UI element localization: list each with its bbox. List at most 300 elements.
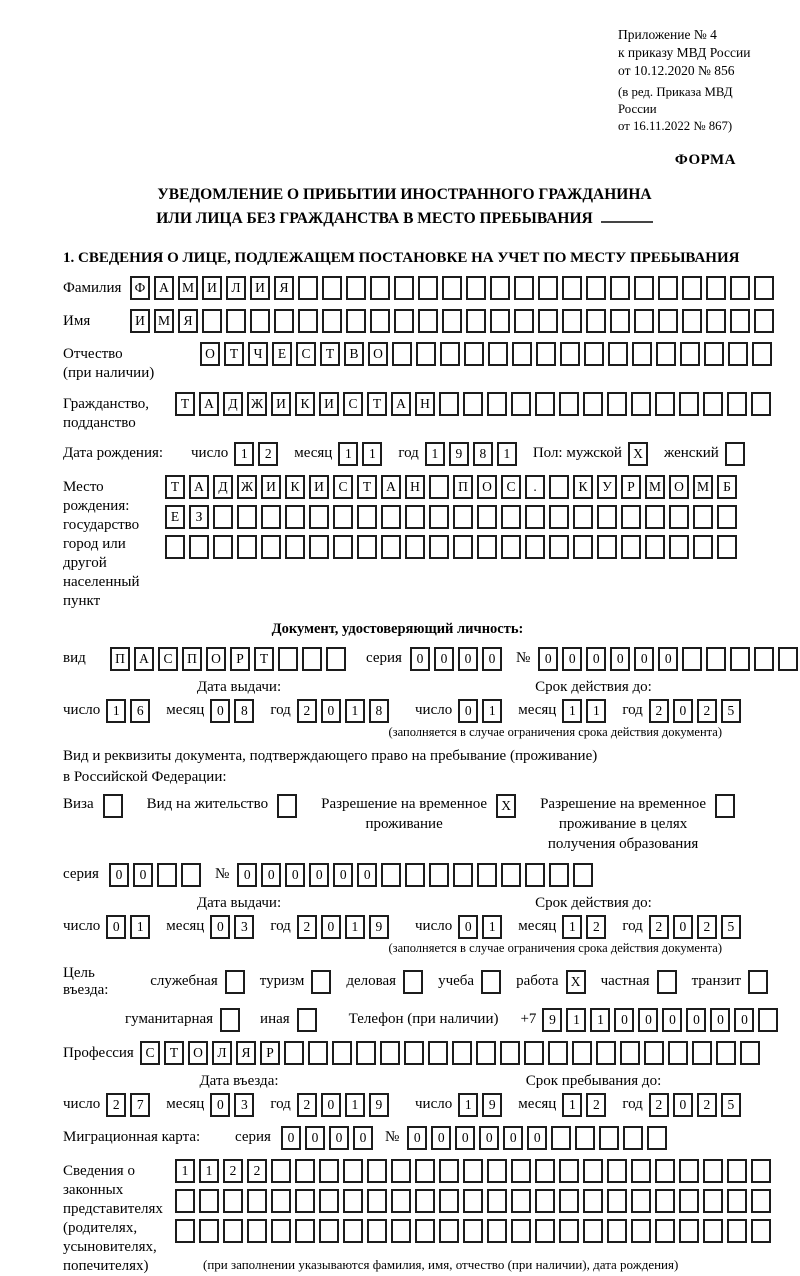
char-cell[interactable]: 0 bbox=[357, 863, 377, 887]
char-cell[interactable]: 2 bbox=[586, 915, 606, 939]
char-cell[interactable] bbox=[573, 535, 593, 559]
char-cell[interactable]: И bbox=[261, 475, 281, 499]
purpose-option-humanitarian[interactable]: гуманитарная bbox=[125, 1008, 244, 1032]
char-cell[interactable] bbox=[346, 309, 366, 333]
char-cell[interactable]: Н bbox=[405, 475, 425, 499]
char-cell[interactable] bbox=[634, 309, 654, 333]
char-cell[interactable] bbox=[631, 392, 651, 416]
char-cell[interactable]: 0 bbox=[614, 1008, 634, 1032]
purpose-option-transit[interactable]: транзит bbox=[692, 970, 772, 994]
char-cell[interactable]: 0 bbox=[562, 647, 582, 671]
char-cell[interactable] bbox=[655, 392, 675, 416]
char-cell[interactable] bbox=[535, 1189, 555, 1213]
char-cell[interactable]: 0 bbox=[634, 647, 654, 671]
char-cell[interactable] bbox=[429, 863, 449, 887]
char-cell[interactable] bbox=[439, 1219, 459, 1243]
char-cell[interactable] bbox=[463, 1159, 483, 1183]
char-cell[interactable]: З bbox=[189, 505, 209, 529]
char-cell[interactable] bbox=[322, 276, 342, 300]
char-cell[interactable] bbox=[370, 276, 390, 300]
purpose-option-study[interactable]: учеба bbox=[438, 970, 505, 994]
char-cell[interactable] bbox=[680, 342, 700, 366]
char-cell[interactable] bbox=[657, 970, 677, 994]
char-cell[interactable]: 2 bbox=[223, 1159, 243, 1183]
char-cell[interactable] bbox=[380, 1041, 400, 1065]
char-cell[interactable] bbox=[538, 309, 558, 333]
char-cell[interactable]: 0 bbox=[638, 1008, 658, 1032]
char-cell[interactable]: 1 bbox=[562, 699, 582, 723]
char-cell[interactable] bbox=[583, 1189, 603, 1213]
char-cell[interactable] bbox=[332, 1041, 352, 1065]
char-cell[interactable] bbox=[679, 1189, 699, 1213]
char-cell[interactable] bbox=[679, 392, 699, 416]
char-cell[interactable] bbox=[584, 342, 604, 366]
char-cell[interactable] bbox=[583, 1219, 603, 1243]
char-cell[interactable]: Я bbox=[236, 1041, 256, 1065]
char-cell[interactable] bbox=[525, 535, 545, 559]
char-cell[interactable] bbox=[322, 309, 342, 333]
char-cell[interactable] bbox=[487, 1159, 507, 1183]
char-cell[interactable]: К bbox=[295, 392, 315, 416]
char-cell[interactable]: 1 bbox=[586, 699, 606, 723]
char-cell[interactable]: Я bbox=[178, 309, 198, 333]
char-cell[interactable] bbox=[586, 309, 606, 333]
char-cell[interactable]: Б bbox=[717, 475, 737, 499]
char-cell[interactable] bbox=[440, 342, 460, 366]
char-cell[interactable] bbox=[610, 276, 630, 300]
char-cell[interactable] bbox=[703, 1219, 723, 1243]
char-cell[interactable]: 9 bbox=[542, 1008, 562, 1032]
char-cell[interactable] bbox=[655, 1159, 675, 1183]
char-cell[interactable] bbox=[730, 647, 750, 671]
char-cell[interactable]: 0 bbox=[458, 915, 478, 939]
char-cell[interactable] bbox=[199, 1189, 219, 1213]
char-cell[interactable]: 0 bbox=[321, 1093, 341, 1117]
char-cell[interactable] bbox=[623, 1126, 643, 1150]
char-cell[interactable] bbox=[367, 1159, 387, 1183]
char-cell[interactable]: 8 bbox=[473, 442, 493, 466]
char-cell[interactable] bbox=[704, 342, 724, 366]
char-cell[interactable]: 5 bbox=[721, 699, 741, 723]
char-cell[interactable] bbox=[223, 1219, 243, 1243]
char-cell[interactable] bbox=[429, 535, 449, 559]
char-cell[interactable]: О bbox=[188, 1041, 208, 1065]
char-cell[interactable] bbox=[237, 535, 257, 559]
char-cell[interactable] bbox=[597, 535, 617, 559]
char-cell[interactable] bbox=[549, 505, 569, 529]
char-cell[interactable]: Т bbox=[254, 647, 274, 671]
char-cell[interactable]: О bbox=[200, 342, 220, 366]
char-cell[interactable] bbox=[247, 1219, 267, 1243]
char-cell[interactable] bbox=[717, 505, 737, 529]
char-cell[interactable] bbox=[740, 1041, 760, 1065]
char-cell[interactable]: Ч bbox=[248, 342, 268, 366]
char-cell[interactable]: 1 bbox=[562, 915, 582, 939]
char-cell[interactable]: 0 bbox=[482, 647, 502, 671]
char-cell[interactable]: С bbox=[501, 475, 521, 499]
char-cell[interactable]: К bbox=[573, 475, 593, 499]
char-cell[interactable]: 0 bbox=[479, 1126, 499, 1150]
char-cell[interactable]: 1 bbox=[497, 442, 517, 466]
char-cell[interactable] bbox=[405, 535, 425, 559]
char-cell[interactable]: И bbox=[202, 276, 222, 300]
char-cell[interactable] bbox=[271, 1159, 291, 1183]
char-cell[interactable] bbox=[357, 505, 377, 529]
char-cell[interactable]: X bbox=[496, 794, 516, 818]
char-cell[interactable] bbox=[631, 1219, 651, 1243]
char-cell[interactable] bbox=[488, 342, 508, 366]
char-cell[interactable]: X bbox=[628, 442, 648, 466]
char-cell[interactable] bbox=[343, 1219, 363, 1243]
char-cell[interactable] bbox=[727, 1219, 747, 1243]
char-cell[interactable] bbox=[501, 505, 521, 529]
char-cell[interactable] bbox=[511, 1159, 531, 1183]
char-cell[interactable] bbox=[357, 535, 377, 559]
char-cell[interactable] bbox=[477, 863, 497, 887]
char-cell[interactable] bbox=[551, 1126, 571, 1150]
option-visa[interactable]: Виза bbox=[63, 794, 127, 818]
char-cell[interactable] bbox=[302, 647, 322, 671]
char-cell[interactable]: Р bbox=[621, 475, 641, 499]
char-cell[interactable] bbox=[583, 392, 603, 416]
char-cell[interactable] bbox=[725, 442, 745, 466]
char-cell[interactable]: 9 bbox=[482, 1093, 502, 1117]
char-cell[interactable] bbox=[394, 276, 414, 300]
char-cell[interactable] bbox=[658, 276, 678, 300]
char-cell[interactable] bbox=[669, 535, 689, 559]
char-cell[interactable] bbox=[319, 1219, 339, 1243]
char-cell[interactable] bbox=[418, 309, 438, 333]
purpose-option-tourism[interactable]: туризм bbox=[260, 970, 336, 994]
char-cell[interactable] bbox=[751, 1219, 771, 1243]
char-cell[interactable]: 0 bbox=[109, 863, 129, 887]
char-cell[interactable] bbox=[405, 863, 425, 887]
char-cell[interactable] bbox=[754, 309, 774, 333]
char-cell[interactable]: 2 bbox=[697, 1093, 717, 1117]
char-cell[interactable] bbox=[728, 342, 748, 366]
char-cell[interactable]: Ф bbox=[130, 276, 150, 300]
char-cell[interactable]: И bbox=[271, 392, 291, 416]
char-cell[interactable] bbox=[758, 1008, 778, 1032]
char-cell[interactable]: . bbox=[525, 475, 545, 499]
char-cell[interactable] bbox=[333, 535, 353, 559]
purpose-option-business[interactable]: деловая bbox=[346, 970, 427, 994]
char-cell[interactable]: 0 bbox=[321, 699, 341, 723]
char-cell[interactable] bbox=[607, 1159, 627, 1183]
char-cell[interactable]: А bbox=[381, 475, 401, 499]
char-cell[interactable] bbox=[727, 392, 747, 416]
char-cell[interactable] bbox=[311, 970, 331, 994]
char-cell[interactable] bbox=[295, 1219, 315, 1243]
char-cell[interactable] bbox=[596, 1041, 616, 1065]
char-cell[interactable] bbox=[621, 505, 641, 529]
char-cell[interactable] bbox=[631, 1159, 651, 1183]
char-cell[interactable]: 9 bbox=[449, 442, 469, 466]
char-cell[interactable]: 0 bbox=[329, 1126, 349, 1150]
char-cell[interactable] bbox=[391, 1219, 411, 1243]
char-cell[interactable] bbox=[559, 1189, 579, 1213]
char-cell[interactable] bbox=[225, 970, 245, 994]
char-cell[interactable] bbox=[573, 863, 593, 887]
char-cell[interactable] bbox=[525, 863, 545, 887]
char-cell[interactable] bbox=[250, 309, 270, 333]
char-cell[interactable] bbox=[524, 1041, 544, 1065]
char-cell[interactable] bbox=[583, 1159, 603, 1183]
char-cell[interactable] bbox=[560, 342, 580, 366]
char-cell[interactable]: С bbox=[343, 392, 363, 416]
char-cell[interactable] bbox=[367, 1189, 387, 1213]
char-cell[interactable] bbox=[181, 863, 201, 887]
char-cell[interactable] bbox=[415, 1189, 435, 1213]
char-cell[interactable] bbox=[237, 505, 257, 529]
char-cell[interactable] bbox=[481, 970, 501, 994]
char-cell[interactable] bbox=[525, 505, 545, 529]
char-cell[interactable] bbox=[343, 1159, 363, 1183]
char-cell[interactable] bbox=[189, 535, 209, 559]
char-cell[interactable] bbox=[514, 309, 534, 333]
char-cell[interactable] bbox=[575, 1126, 595, 1150]
char-cell[interactable]: 0 bbox=[210, 699, 230, 723]
char-cell[interactable]: 2 bbox=[258, 442, 278, 466]
char-cell[interactable] bbox=[404, 1041, 424, 1065]
char-cell[interactable]: 1 bbox=[130, 915, 150, 939]
char-cell[interactable] bbox=[562, 309, 582, 333]
char-cell[interactable] bbox=[752, 342, 772, 366]
char-cell[interactable] bbox=[381, 505, 401, 529]
char-cell[interactable]: 1 bbox=[199, 1159, 219, 1183]
char-cell[interactable] bbox=[682, 647, 702, 671]
char-cell[interactable] bbox=[607, 1219, 627, 1243]
char-cell[interactable]: 1 bbox=[338, 442, 358, 466]
char-cell[interactable] bbox=[220, 1008, 240, 1032]
char-cell[interactable] bbox=[715, 794, 735, 818]
char-cell[interactable]: 2 bbox=[697, 699, 717, 723]
char-cell[interactable]: X bbox=[566, 970, 586, 994]
char-cell[interactable]: 0 bbox=[431, 1126, 451, 1150]
char-cell[interactable]: 0 bbox=[133, 863, 153, 887]
char-cell[interactable]: 2 bbox=[649, 1093, 669, 1117]
char-cell[interactable]: О bbox=[206, 647, 226, 671]
char-cell[interactable] bbox=[693, 535, 713, 559]
char-cell[interactable]: 0 bbox=[686, 1008, 706, 1032]
char-cell[interactable] bbox=[213, 505, 233, 529]
char-cell[interactable]: Л bbox=[212, 1041, 232, 1065]
char-cell[interactable]: Т bbox=[175, 392, 195, 416]
char-cell[interactable] bbox=[632, 342, 652, 366]
char-cell[interactable] bbox=[415, 1219, 435, 1243]
char-cell[interactable]: 0 bbox=[586, 647, 606, 671]
char-cell[interactable] bbox=[247, 1189, 267, 1213]
char-cell[interactable]: 0 bbox=[210, 1093, 230, 1117]
char-cell[interactable]: 2 bbox=[586, 1093, 606, 1117]
char-cell[interactable] bbox=[644, 1041, 664, 1065]
char-cell[interactable] bbox=[559, 1159, 579, 1183]
char-cell[interactable]: Т bbox=[164, 1041, 184, 1065]
char-cell[interactable]: Т bbox=[320, 342, 340, 366]
char-cell[interactable] bbox=[442, 276, 462, 300]
option-temporary-residence-education[interactable]: Разрешение на временное проживание в целях получения образования bbox=[540, 794, 739, 854]
char-cell[interactable] bbox=[535, 1219, 555, 1243]
char-cell[interactable] bbox=[656, 342, 676, 366]
char-cell[interactable] bbox=[309, 535, 329, 559]
char-cell[interactable]: М bbox=[645, 475, 665, 499]
char-cell[interactable] bbox=[645, 505, 665, 529]
char-cell[interactable] bbox=[298, 276, 318, 300]
char-cell[interactable] bbox=[679, 1219, 699, 1243]
char-cell[interactable] bbox=[620, 1041, 640, 1065]
char-cell[interactable] bbox=[692, 1041, 712, 1065]
char-cell[interactable] bbox=[500, 1041, 520, 1065]
char-cell[interactable] bbox=[463, 392, 483, 416]
char-cell[interactable]: Я bbox=[274, 276, 294, 300]
char-cell[interactable]: А bbox=[391, 392, 411, 416]
char-cell[interactable]: В bbox=[344, 342, 364, 366]
char-cell[interactable]: Л bbox=[226, 276, 246, 300]
char-cell[interactable]: 2 bbox=[649, 699, 669, 723]
char-cell[interactable] bbox=[512, 342, 532, 366]
char-cell[interactable] bbox=[514, 276, 534, 300]
char-cell[interactable] bbox=[298, 309, 318, 333]
char-cell[interactable] bbox=[669, 505, 689, 529]
char-cell[interactable] bbox=[297, 1008, 317, 1032]
purpose-option-other[interactable]: иная bbox=[260, 1008, 321, 1032]
char-cell[interactable] bbox=[511, 1219, 531, 1243]
char-cell[interactable]: М bbox=[693, 475, 713, 499]
char-cell[interactable] bbox=[453, 535, 473, 559]
char-cell[interactable] bbox=[319, 1189, 339, 1213]
char-cell[interactable] bbox=[490, 309, 510, 333]
char-cell[interactable] bbox=[391, 1189, 411, 1213]
char-cell[interactable]: 2 bbox=[247, 1159, 267, 1183]
char-cell[interactable] bbox=[453, 505, 473, 529]
char-cell[interactable] bbox=[559, 1219, 579, 1243]
char-cell[interactable]: 0 bbox=[281, 1126, 301, 1150]
char-cell[interactable]: Е bbox=[165, 505, 185, 529]
char-cell[interactable] bbox=[277, 794, 297, 818]
char-cell[interactable] bbox=[608, 342, 628, 366]
char-cell[interactable] bbox=[607, 1189, 627, 1213]
char-cell[interactable] bbox=[271, 1219, 291, 1243]
char-cell[interactable]: Д bbox=[213, 475, 233, 499]
char-cell[interactable] bbox=[439, 1159, 459, 1183]
char-cell[interactable]: 0 bbox=[237, 863, 257, 887]
char-cell[interactable]: 0 bbox=[410, 647, 430, 671]
char-cell[interactable] bbox=[717, 535, 737, 559]
char-cell[interactable] bbox=[631, 1189, 651, 1213]
char-cell[interactable]: 0 bbox=[261, 863, 281, 887]
char-cell[interactable] bbox=[703, 1159, 723, 1183]
char-cell[interactable]: 1 bbox=[566, 1008, 586, 1032]
char-cell[interactable] bbox=[464, 342, 484, 366]
char-cell[interactable] bbox=[751, 1189, 771, 1213]
char-cell[interactable] bbox=[703, 392, 723, 416]
char-cell[interactable] bbox=[261, 535, 281, 559]
char-cell[interactable]: 3 bbox=[234, 915, 254, 939]
char-cell[interactable] bbox=[381, 863, 401, 887]
char-cell[interactable]: Т bbox=[367, 392, 387, 416]
char-cell[interactable] bbox=[679, 1159, 699, 1183]
char-cell[interactable]: Н bbox=[415, 392, 435, 416]
char-cell[interactable]: 0 bbox=[673, 1093, 693, 1117]
char-cell[interactable]: 0 bbox=[305, 1126, 325, 1150]
char-cell[interactable]: 2 bbox=[297, 1093, 317, 1117]
char-cell[interactable] bbox=[490, 276, 510, 300]
char-cell[interactable] bbox=[213, 535, 233, 559]
char-cell[interactable] bbox=[429, 475, 449, 499]
char-cell[interactable] bbox=[274, 309, 294, 333]
char-cell[interactable]: 1 bbox=[345, 699, 365, 723]
char-cell[interactable] bbox=[391, 1159, 411, 1183]
char-cell[interactable] bbox=[487, 1219, 507, 1243]
char-cell[interactable] bbox=[439, 1189, 459, 1213]
char-cell[interactable]: 0 bbox=[610, 647, 630, 671]
char-cell[interactable] bbox=[295, 1189, 315, 1213]
char-cell[interactable] bbox=[370, 309, 390, 333]
char-cell[interactable]: 2 bbox=[649, 915, 669, 939]
char-cell[interactable] bbox=[610, 309, 630, 333]
char-cell[interactable] bbox=[682, 309, 702, 333]
char-cell[interactable]: 1 bbox=[562, 1093, 582, 1117]
option-residence-permit[interactable]: Вид на жительство bbox=[147, 794, 301, 818]
char-cell[interactable]: А bbox=[199, 392, 219, 416]
char-cell[interactable]: 0 bbox=[285, 863, 305, 887]
purpose-option-work[interactable]: работа X bbox=[516, 970, 590, 994]
char-cell[interactable] bbox=[647, 1126, 667, 1150]
char-cell[interactable] bbox=[476, 1041, 496, 1065]
char-cell[interactable]: Д bbox=[223, 392, 243, 416]
char-cell[interactable]: 8 bbox=[234, 699, 254, 723]
char-cell[interactable]: 0 bbox=[734, 1008, 754, 1032]
char-cell[interactable]: 1 bbox=[425, 442, 445, 466]
char-cell[interactable]: 1 bbox=[362, 442, 382, 466]
char-cell[interactable] bbox=[477, 505, 497, 529]
char-cell[interactable]: П bbox=[182, 647, 202, 671]
char-cell[interactable]: И bbox=[250, 276, 270, 300]
char-cell[interactable] bbox=[645, 535, 665, 559]
char-cell[interactable]: Р bbox=[230, 647, 250, 671]
char-cell[interactable]: 0 bbox=[710, 1008, 730, 1032]
char-cell[interactable]: 0 bbox=[673, 915, 693, 939]
char-cell[interactable]: 1 bbox=[482, 699, 502, 723]
char-cell[interactable] bbox=[501, 863, 521, 887]
char-cell[interactable] bbox=[597, 505, 617, 529]
char-cell[interactable]: 0 bbox=[673, 699, 693, 723]
char-cell[interactable] bbox=[748, 970, 768, 994]
char-cell[interactable]: Т bbox=[357, 475, 377, 499]
char-cell[interactable]: С bbox=[158, 647, 178, 671]
char-cell[interactable] bbox=[511, 392, 531, 416]
char-cell[interactable]: 0 bbox=[458, 699, 478, 723]
char-cell[interactable] bbox=[319, 1159, 339, 1183]
char-cell[interactable]: 1 bbox=[345, 915, 365, 939]
char-cell[interactable]: 1 bbox=[482, 915, 502, 939]
char-cell[interactable] bbox=[487, 1189, 507, 1213]
char-cell[interactable] bbox=[463, 1189, 483, 1213]
char-cell[interactable]: К bbox=[285, 475, 305, 499]
char-cell[interactable] bbox=[418, 276, 438, 300]
char-cell[interactable]: 7 bbox=[130, 1093, 150, 1117]
char-cell[interactable] bbox=[754, 647, 774, 671]
char-cell[interactable] bbox=[655, 1219, 675, 1243]
char-cell[interactable] bbox=[477, 535, 497, 559]
char-cell[interactable]: 1 bbox=[175, 1159, 195, 1183]
char-cell[interactable] bbox=[536, 342, 556, 366]
char-cell[interactable] bbox=[285, 505, 305, 529]
char-cell[interactable]: И bbox=[319, 392, 339, 416]
char-cell[interactable] bbox=[668, 1041, 688, 1065]
char-cell[interactable]: 2 bbox=[297, 699, 317, 723]
char-cell[interactable]: Ж bbox=[237, 475, 257, 499]
